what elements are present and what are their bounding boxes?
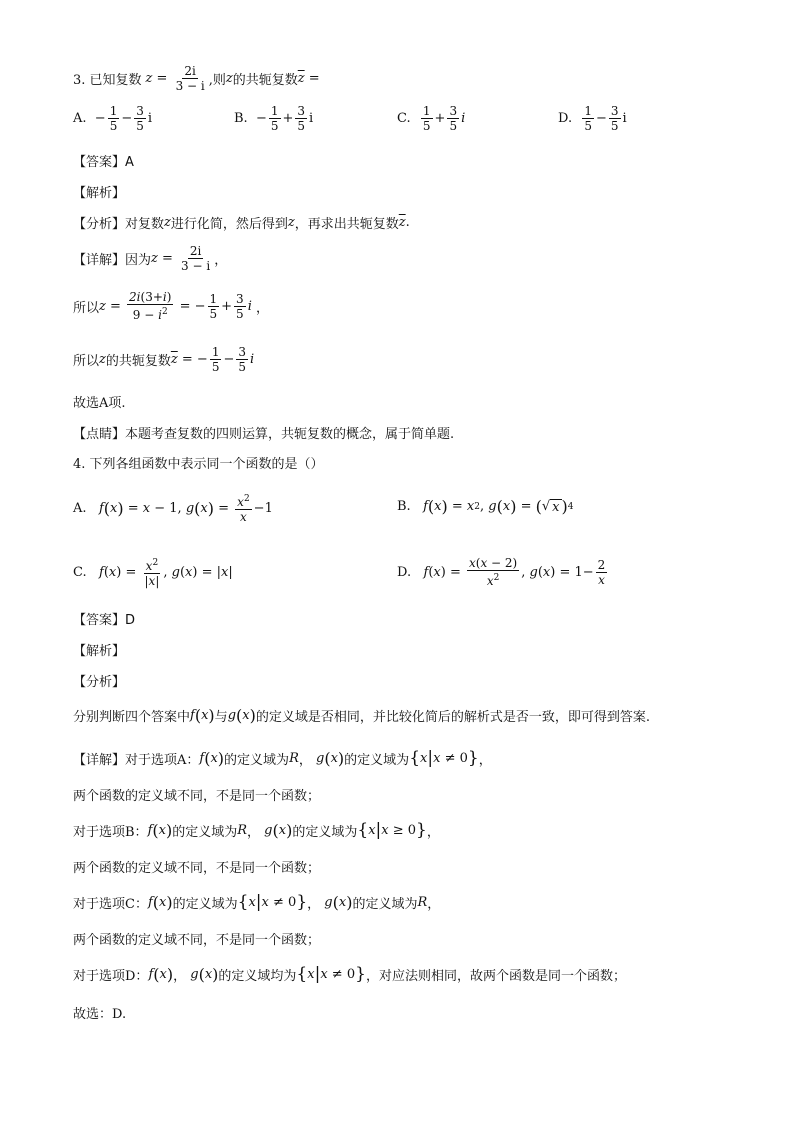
q3-option-b[interactable]: B. − $\frac{1}{5}$ + $\frac{3}{5}$ i	[234, 104, 314, 133]
q4-detail-b: 对于选项B： f ( x ) 的定义域为 R ， g ( x ) 的定义域为 { x | x ≥ 0 } ，	[73, 820, 440, 840]
q4-option-c[interactable]: C. f ( x ) = $\frac{x^2}{|x|}$ , g ( x ) = | x |	[73, 558, 233, 588]
q3-step2: 所以 z 的共轭复数 $\overline{z}$ = − $\frac{1}{5}$ − $\frac{3}{5}$ i	[73, 345, 255, 374]
q3-answer: 【答案】A	[73, 155, 134, 170]
q4-option-a[interactable]: A. f ( x ) = x − 1, g ( x ) = $\frac{x^2}{x}$ −1	[73, 494, 273, 524]
q4-detail-d: 对于选项D： f ( x ) ， g ( x ) 的定义域均为 { x | x ≠ 0 } ，对应法则相同，故两个函数是同一个函数；	[73, 964, 626, 984]
q4-option-b[interactable]: B. f ( x ) = x 2 , g ( x ) = ( √ x ) 4	[397, 497, 574, 516]
q3-stem: 3. 已知复数 z = $\frac{2i}{3 - i}$ ,则 z 的共轭复数 $\overline{z}$ =	[73, 64, 320, 93]
q4-detail-a-conclusion: 两个函数的定义域不同，不是同一个函数；	[73, 789, 321, 804]
q4-fenxi-text: 分别判断四个答案中 f ( x ) 与 g ( x ) 的定义域是否相同，并比较化简后的解析式是否一致，即可得到答案.	[73, 706, 650, 725]
q4-detail-c-conclusion: 两个函数的定义域不同，不是同一个函数；	[73, 933, 321, 948]
q3-step1: 所以 z = $\frac{2i(3+i)}{9 - i^2}$ = − $\frac{1}{5}$ + $\frac{3}{5}$ i ，	[73, 290, 269, 322]
q4-final: 故选：D.	[73, 1007, 127, 1022]
q3-fenxi: 【分析】对复数 z 进行化简，然后得到 z ，再求出共轭复数 $\overline{z}$ .	[73, 215, 410, 232]
q3-option-c[interactable]: C. $\frac{1}{5}$ + $\frac{3}{5}$ i	[397, 104, 466, 133]
q3-option-a[interactable]: A. − $\frac{1}{5}$ − $\frac{3}{5}$ i	[73, 104, 153, 133]
q4-detail-b-conclusion: 两个函数的定义域不同，不是同一个函数；	[73, 861, 321, 876]
q3-analysis-heading: 【解析】	[73, 186, 126, 201]
q4-fenxi-heading: 【分析】	[73, 675, 126, 690]
q3-xiangjie: 【详解】因为 z = $\frac{2i}{3 - i}$ ，	[73, 244, 228, 273]
q4-stem: 4. 下列各组函数中表示同一个函数的是（）	[73, 457, 324, 472]
q4-option-d[interactable]: D. f ( x ) = $\frac{x(x - 2)}{x^2}$ , g ( x ) = 1− $\frac{2}{x}$	[397, 556, 606, 588]
q4-detail-c: 对于选项C： f ( x ) 的定义域为 { x | x ≠ 0 } ， g ( x ) 的定义域为 R ，	[73, 892, 441, 912]
q4-answer: 【答案】D	[73, 613, 136, 628]
q4-analysis-heading: 【解析】	[73, 644, 126, 659]
q3-dianjing: 【点睛】本题考查复数的四则运算，共轭复数的概念，属于简单题.	[73, 427, 455, 442]
q3-option-d[interactable]: D. $\frac{1}{5}$ − $\frac{3}{5}$ i	[558, 104, 627, 133]
q4-detail-a: 【详解】对于选项A： f ( x ) 的定义域为 R ， g ( x ) 的定义域为 { x | x ≠ 0 } ，	[73, 748, 492, 768]
q3-conclusion: 故选A项.	[73, 396, 126, 411]
